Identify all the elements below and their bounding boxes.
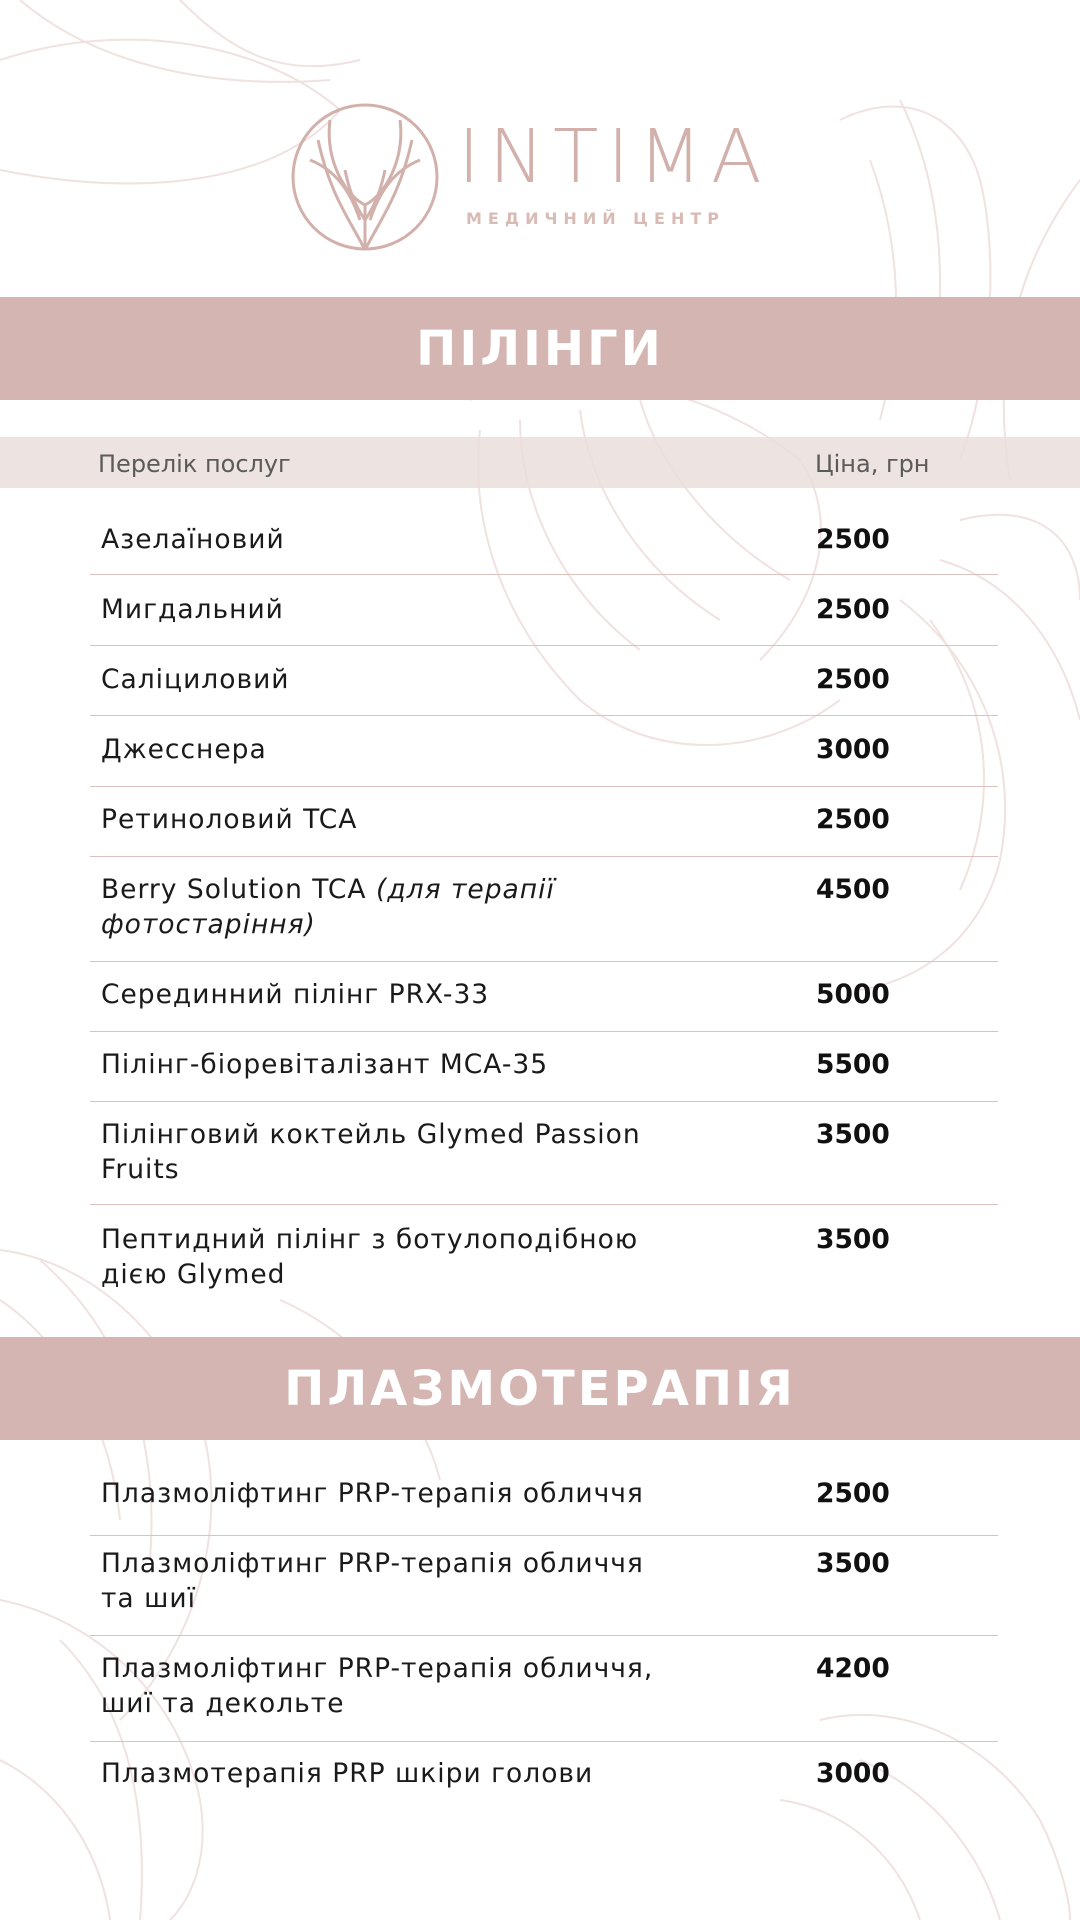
service-price: 3500: [816, 1224, 890, 1255]
service-name: Мигдальний: [101, 594, 284, 625]
service-note: (для терапії фотостаріння): [101, 874, 555, 940]
service-name: [101, 872, 621, 942]
service-name: Плазмотерапія PRP шкіри голови: [101, 1758, 594, 1789]
list-item: [0, 858, 1080, 963]
service-name: Пептидний пілінг з ботулоподібною дією Glymed: [101, 1224, 639, 1290]
service-name-text: Berry Solution TCA: [101, 874, 367, 905]
section-header-pilings: [0, 297, 1080, 400]
service-price: 4200: [816, 1653, 890, 1684]
column-header-price: Ціна, грн: [815, 450, 930, 478]
service-name: Саліциловий: [101, 664, 290, 695]
list-item: [0, 1033, 1080, 1103]
list-item: [0, 1532, 1080, 1637]
row-divider: [90, 1031, 998, 1032]
intima-emblem-icon: [290, 100, 440, 255]
service-name: Джесснера: [101, 734, 267, 765]
row-divider: [90, 786, 998, 787]
price-list-pilings: [0, 508, 1080, 1333]
row-divider: [90, 856, 998, 857]
price-list-plasmotherapy: [0, 1462, 1080, 1812]
service-price: 2500: [816, 804, 890, 835]
service-name: Ретиноловий TCA: [101, 804, 358, 835]
list-item: [0, 1637, 1080, 1742]
brand-name: INTIMA: [458, 114, 771, 200]
brand-logo: [290, 100, 800, 260]
service-name: Плазмоліфтинг PRP-терапія обличчя, шиї та декольте: [101, 1653, 654, 1719]
column-header-service: Перелік послуг: [98, 450, 291, 478]
row-divider: [90, 1101, 998, 1102]
list-item: [0, 718, 1080, 788]
service-name: Пілінг-біоревіталізант MCA-35: [101, 1049, 549, 1080]
service-price: 3000: [816, 1758, 890, 1789]
row-divider: [90, 715, 998, 716]
service-name: Плазмоліфтинг PRP-терапія обличчя та шиї: [101, 1548, 644, 1614]
service-name: Серединний пілінг PRX-33: [101, 979, 490, 1010]
service-price: 3500: [816, 1119, 890, 1150]
list-item: [0, 1462, 1080, 1532]
list-item: [0, 508, 1080, 578]
brand-subtitle: МЕДИЧНИЙ ЦЕНТР: [466, 209, 725, 228]
list-item: [0, 963, 1080, 1033]
section-header-plasmotherapy: [0, 1337, 1080, 1440]
service-price: 3500: [816, 1548, 890, 1579]
list-item: [0, 578, 1080, 648]
service-price: 5000: [816, 979, 890, 1010]
list-item: [0, 1742, 1080, 1812]
row-divider: [90, 961, 998, 962]
service-name: Плазмоліфтинг PRP-терапія обличчя: [101, 1478, 644, 1509]
service-price: 2500: [816, 594, 890, 625]
section-title: ПЛАЗМОТЕРАПІЯ: [284, 1360, 796, 1417]
list-item: [0, 1208, 1080, 1333]
service-price: 3000: [816, 734, 890, 765]
service-price: 4500: [816, 874, 890, 905]
service-name: Азелаїновий: [101, 524, 285, 555]
list-item: [0, 1103, 1080, 1208]
service-price: 2500: [816, 524, 890, 555]
row-divider: [90, 574, 998, 575]
service-price: 2500: [816, 1478, 890, 1509]
list-item: [0, 648, 1080, 718]
section-title: ПІЛІНГИ: [416, 320, 664, 377]
service-price: 2500: [816, 664, 890, 695]
service-name: Пілінговий коктейль Glymed Passion Fruits: [101, 1119, 641, 1185]
service-price: 5500: [816, 1049, 890, 1080]
list-item: [0, 788, 1080, 858]
row-divider: [90, 1204, 998, 1205]
row-divider: [90, 1635, 998, 1636]
row-divider: [90, 645, 998, 646]
column-header-row: [0, 437, 1080, 488]
